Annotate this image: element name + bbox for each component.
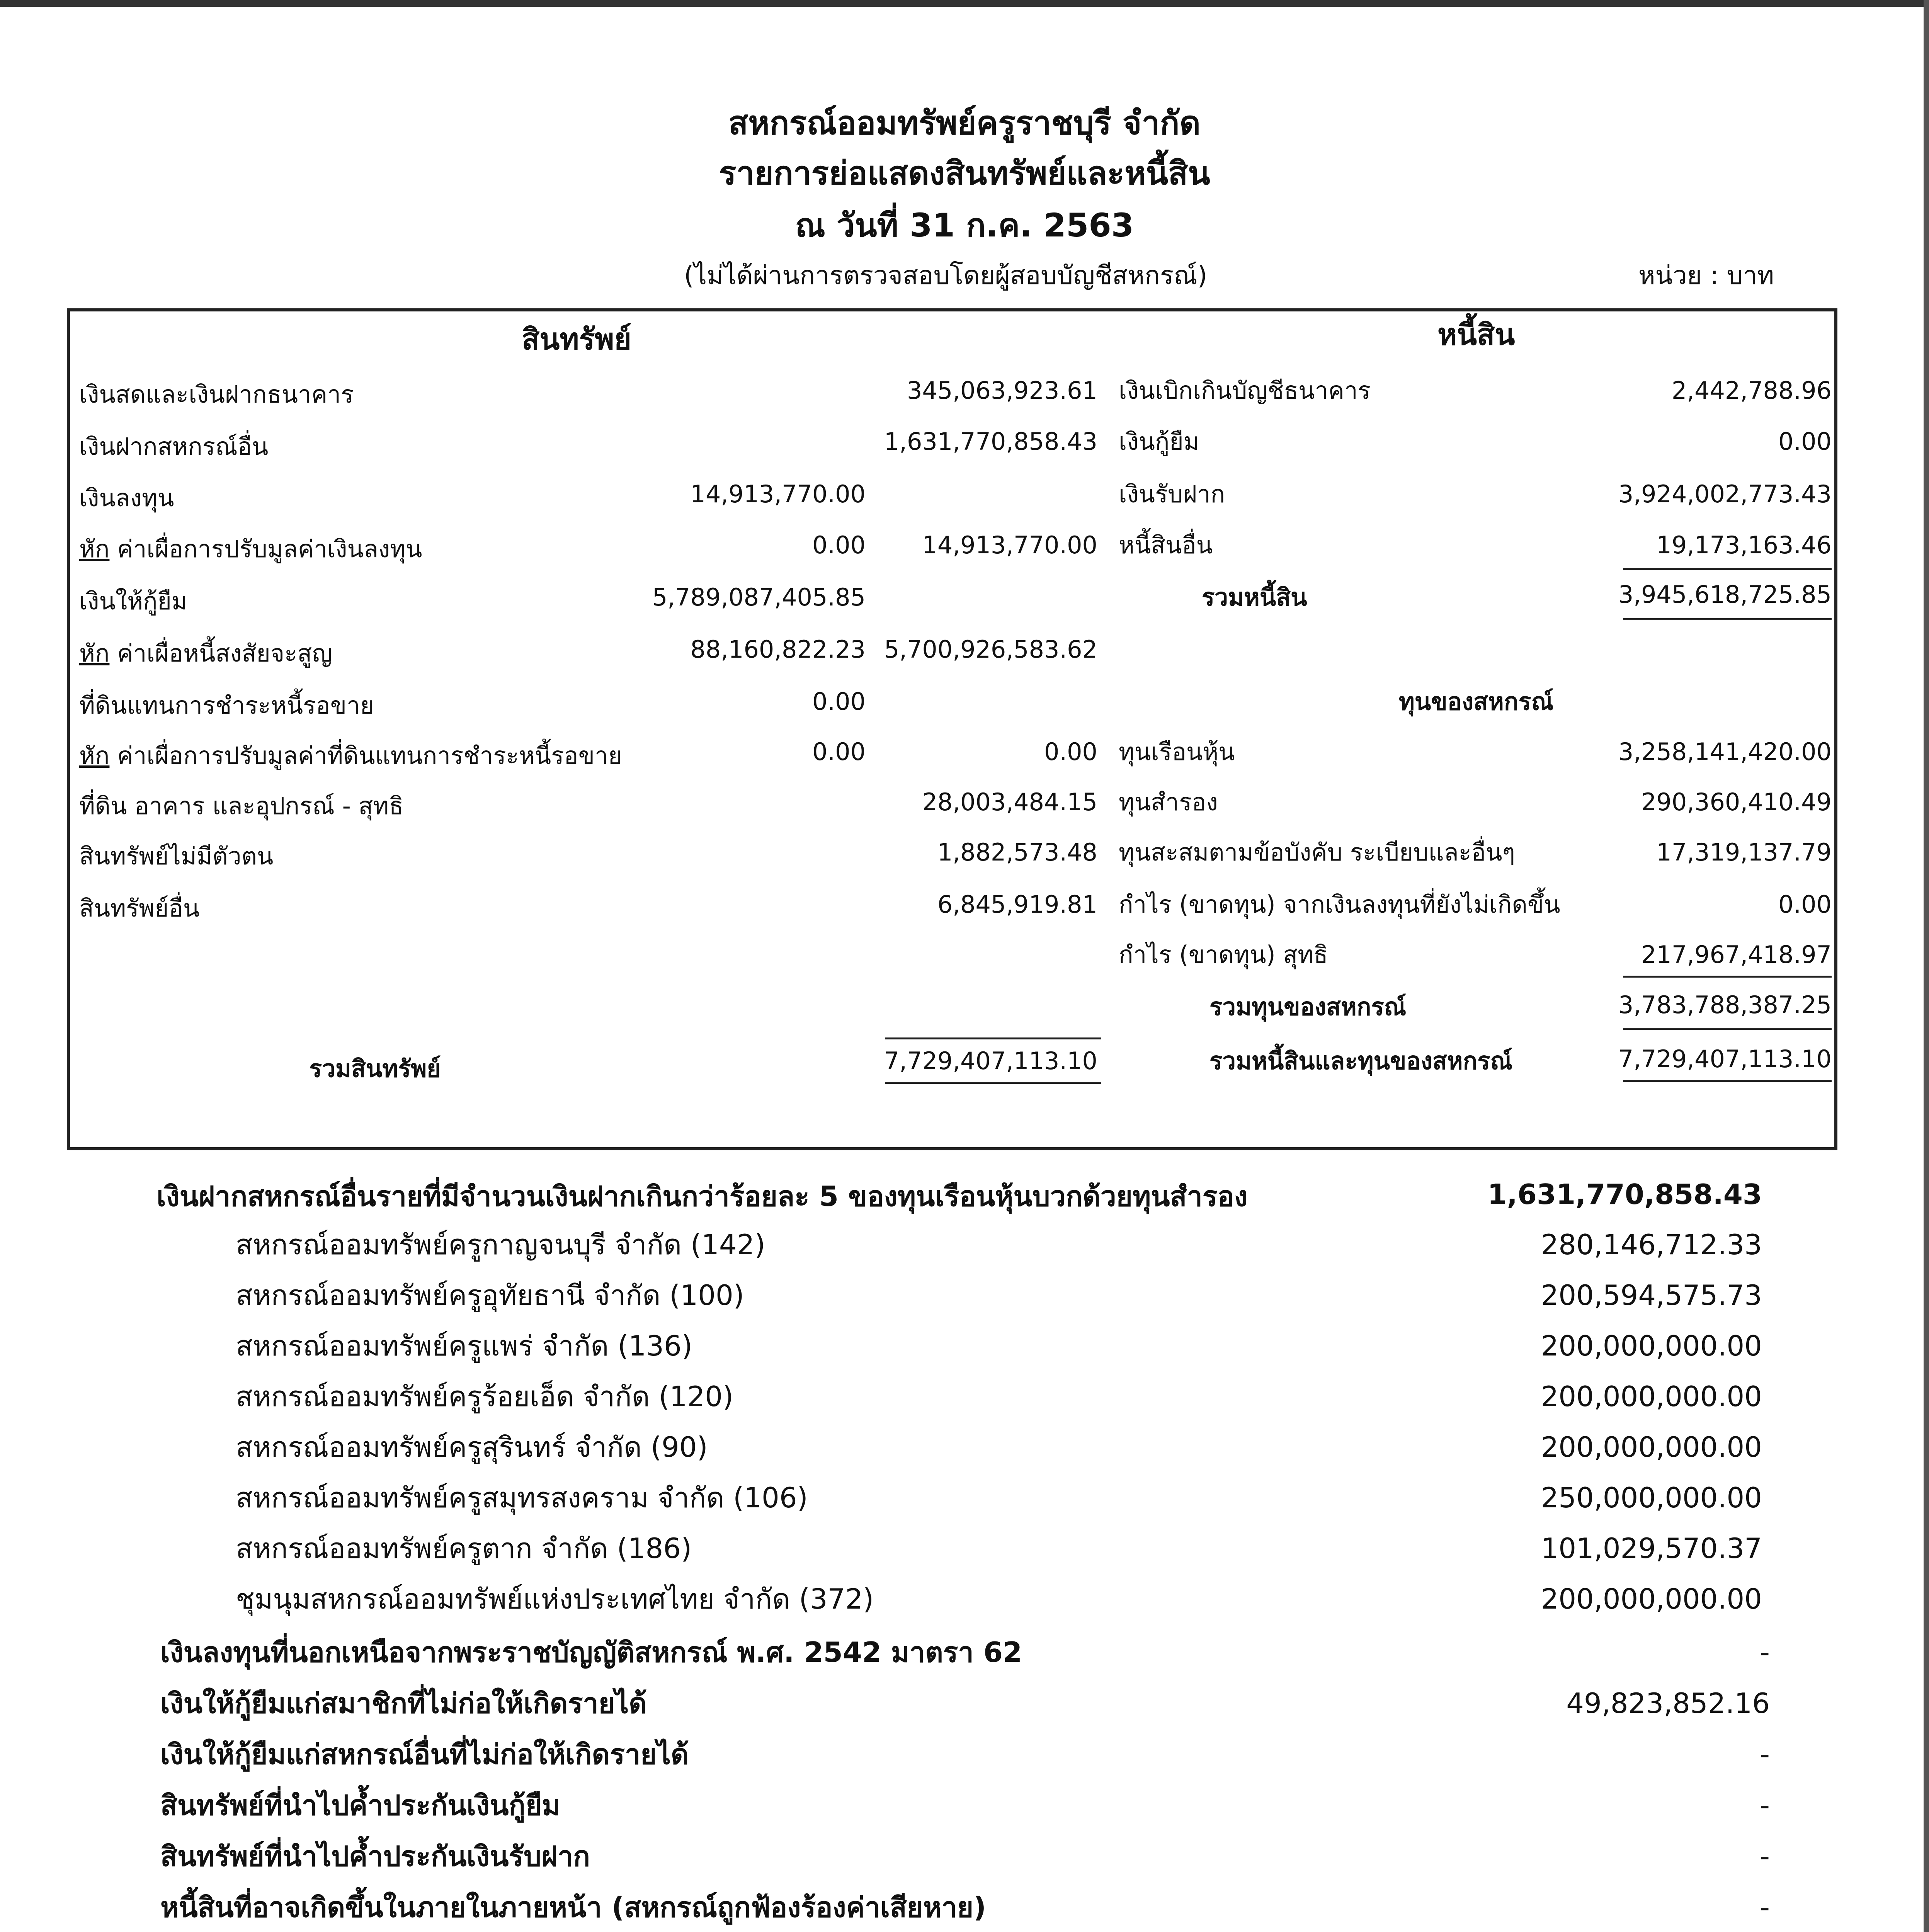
additional-item-label: สินทรัพย์ที่นำไปค้ำประกันเงินกู้ยืม (160, 1789, 560, 1821)
liab-deposits-amount: 3,924,002,773.43 (1618, 480, 1832, 508)
equity-net-label: กำไร (ขาดทุน) สุทธิ (1119, 940, 1328, 969)
equity-shares-label: ทุนเรือนหุ้น (1119, 738, 1235, 766)
disclosure-item-amount: 200,000,000.00 (1541, 1431, 1762, 1463)
disclosure-item-amount: 250,000,000.00 (1541, 1481, 1762, 1514)
audit-note: (ไม่ได้ผ่านการตรวจสอบโดยผู้สอบบัญชีสหกรณ์) (684, 260, 1208, 290)
disclosure-item-amount: 200,000,000.00 (1541, 1330, 1762, 1362)
disclosure-item-name: สหกรณ์ออมทรัพย์ครูร้อยเอ็ด จำกัด (120) (236, 1380, 734, 1413)
additional-item-amount: - (1760, 1840, 1770, 1872)
equity-sum-label: รวมทุนของสหกรณ์ (1209, 993, 1407, 1021)
additional-item-amount: - (1760, 1789, 1770, 1821)
grand-total-underline (1623, 1080, 1832, 1082)
disclosure-item-amount: 101,029,570.37 (1541, 1532, 1762, 1565)
disclosure-total: 1,631,770,858.43 (1487, 1178, 1762, 1211)
disclosure-item-amount: 280,146,712.33 (1541, 1228, 1762, 1261)
equity-net-amount: 217,967,418.97 (1641, 940, 1832, 969)
asset-loans-net: 5,700,926,583.62 (884, 635, 1097, 663)
assets-sum-underline (885, 1082, 1101, 1084)
additional-item-label: เงินให้กู้ยืมแก่สมาชิกที่ไม่ก่อให้เกิดรายได้ (160, 1687, 647, 1719)
equity-sum-underline (1623, 1028, 1832, 1030)
grand-total-amount: 7,729,407,113.10 (1618, 1045, 1832, 1073)
disclosure-item-amount: 200,000,000.00 (1541, 1380, 1762, 1413)
asset-coop-deposit-total: 1,631,770,858.43 (884, 427, 1097, 456)
scan-top-edge (0, 0, 1929, 7)
disclosure-item-amount: 200,000,000.00 (1541, 1583, 1762, 1615)
org-name: สหกรณ์ออมทรัพย์ครูราชบุรี จำกัด (728, 104, 1201, 142)
asset-land-allowance-amount: 0.00 (812, 738, 866, 766)
asset-land-debt-amount: 0.00 (812, 687, 866, 716)
disclosure-item-name: ชุมนุมสหกรณ์ออมทรัพย์แห่งประเทศไทย จำกัด (372) (236, 1583, 874, 1615)
additional-item-amount: - (1760, 1636, 1770, 1668)
asset-land-net: 0.00 (1044, 738, 1097, 766)
disclosure-title: เงินฝากสหกรณ์อื่นรายที่มีจำนวนเงินฝากเกินกว่าร้อยละ 5 ของทุนเรือนหุ้นบวกด้วยทุนสำรอง (156, 1180, 1248, 1213)
equity-shares-amount: 3,258,141,420.00 (1618, 738, 1832, 766)
asset-loans-label: เงินให้กู้ยืม (79, 587, 187, 615)
disclosure-item-name: สหกรณ์ออมทรัพย์ครูสุรินทร์ จำกัด (90) (236, 1431, 708, 1463)
asset-investment-amount: 14,913,770.00 (690, 480, 866, 508)
disclosure-item-name: สหกรณ์ออมทรัพย์ครูแพร่ จำกัด (136) (236, 1330, 692, 1362)
equity-funds-amount: 17,319,137.79 (1656, 838, 1832, 866)
equity-heading: ทุนของสหกรณ์ (1399, 687, 1554, 716)
liab-overdraft-amount: 2,442,788.96 (1671, 376, 1832, 405)
disclosure-item-name: สหกรณ์ออมทรัพย์ครูตาก จำกัด (186) (236, 1532, 692, 1565)
equity-unrealized-label: กำไร (ขาดทุน) จากเงินลงทุนที่ยังไม่เกิดขึ้น (1119, 890, 1560, 918)
liab-sum-rule (1623, 568, 1832, 570)
liab-sum-underline (1623, 618, 1832, 620)
disclosure-item-name: สหกรณ์ออมทรัพย์ครูอุทัยธานี จำกัด (100) (236, 1279, 744, 1311)
report-title: รายการย่อแสดงสินทรัพย์และหนี้สิน (719, 154, 1210, 192)
asset-ppe-label: ที่ดิน อาคาร และอุปกรณ์ - สุทธิ (79, 792, 404, 820)
asset-investment-net: 14,913,770.00 (922, 531, 1097, 559)
liab-other-label: หนี้สินอื่น (1119, 531, 1213, 559)
asset-other-label: สินทรัพย์อื่น (79, 894, 200, 922)
liab-sum-amount: 3,945,618,725.85 (1618, 580, 1832, 609)
grand-total-label: รวมหนี้สินและทุนของสหกรณ์ (1209, 1047, 1512, 1075)
additional-item-amount: - (1760, 1891, 1770, 1923)
disclosure-item-amount: 200,594,575.73 (1541, 1279, 1762, 1311)
assets-sum-rule (885, 1037, 1101, 1039)
asset-loans-amount: 5,789,087,405.85 (652, 583, 866, 611)
asset-other-total: 6,845,919.81 (937, 890, 1097, 918)
liab-borrowings-label: เงินกู้ยืม (1119, 427, 1199, 456)
liab-sum-label: รวมหนี้สิน (1202, 583, 1307, 611)
additional-item-label: สินทรัพย์ที่นำไปค้ำประกันเงินรับฝาก (160, 1840, 590, 1872)
equity-reserve-amount: 290,360,410.49 (1641, 788, 1832, 816)
asset-cash-total: 345,063,923.61 (907, 376, 1097, 405)
liab-deposits-label: เงินรับฝาก (1119, 480, 1225, 508)
additional-item-label: เงินให้กู้ยืมแก่สหกรณ์อื่นที่ไม่ก่อให้เกิดรายได้ (160, 1738, 689, 1770)
equity-sum-rule (1623, 976, 1832, 978)
equity-sum-amount: 3,783,788,387.25 (1618, 991, 1832, 1019)
additional-item-amount: 49,823,852.16 (1566, 1687, 1770, 1719)
equity-unrealized-amount: 0.00 (1778, 890, 1832, 918)
liab-overdraft-label: เงินเบิกเกินบัญชีธนาคาร (1119, 376, 1371, 405)
assets-heading: สินทรัพย์ (522, 322, 631, 356)
disclosure-item-name: สหกรณ์ออมทรัพย์ครูสมุทรสงคราม จำกัด (106) (236, 1481, 808, 1514)
report-date: ณ วันที่ 31 ก.ค. 2563 (795, 206, 1134, 244)
asset-investment-allowance-amount: 0.00 (812, 531, 866, 559)
unit-label: หน่วย : บาท (1638, 260, 1774, 290)
asset-loan-allowance: หัก ค่าเผื่อหนี้สงสัยจะสูญ (79, 639, 333, 667)
asset-intangible-total: 1,882,573.48 (937, 838, 1097, 866)
additional-item-label: หนี้สินที่อาจเกิดขึ้นในภายในภายหน้า (สหกรณ์ถูกฟ้องร้องค่าเสียหาย) (160, 1891, 986, 1923)
asset-investment-allowance: หัก ค่าเผื่อการปรับมูลค่าเงินลงทุน (79, 535, 422, 563)
liab-borrowings-amount: 0.00 (1778, 427, 1832, 456)
assets-sum-label: รวมสินทรัพย์ (309, 1054, 441, 1083)
equity-funds-label: ทุนสะสมตามข้อบังคับ ระเบียบและอื่นๆ (1119, 838, 1515, 866)
asset-intangible-label: สินทรัพย์ไม่มีตัวตน (79, 842, 274, 870)
liabilities-heading: หนี้สิน (1437, 317, 1515, 352)
disclosure-item-name: สหกรณ์ออมทรัพย์ครูกาญจนบุรี จำกัด (142) (236, 1228, 765, 1261)
assets-sum-total: 7,729,407,113.10 (884, 1047, 1097, 1075)
liab-other-amount: 19,173,163.46 (1656, 531, 1832, 559)
asset-coop-deposit-label: เงินฝากสหกรณ์อื่น (79, 432, 269, 461)
asset-land-allowance: หัก ค่าเผื่อการปรับมูลค่าที่ดินแทนการชำระหนี้รอขาย (79, 742, 623, 770)
additional-item-amount: - (1760, 1738, 1770, 1770)
scan-right-edge (1924, 0, 1929, 1932)
asset-loan-allowance-amount: 88,160,822.23 (690, 635, 866, 663)
asset-cash-label: เงินสดและเงินฝากธนาคาร (79, 380, 354, 408)
asset-ppe-total: 28,003,484.15 (922, 788, 1097, 816)
asset-investment-label: เงินลงทุน (79, 484, 174, 512)
equity-reserve-label: ทุนสำรอง (1119, 788, 1218, 816)
additional-item-label: เงินลงทุนที่นอกเหนือจากพระราชบัญญัติสหกรณ์ พ.ศ. 2542 มาตรา 62 (160, 1636, 1022, 1668)
asset-land-debt-label: ที่ดินแทนการชำระหนี้รอขาย (79, 691, 374, 719)
